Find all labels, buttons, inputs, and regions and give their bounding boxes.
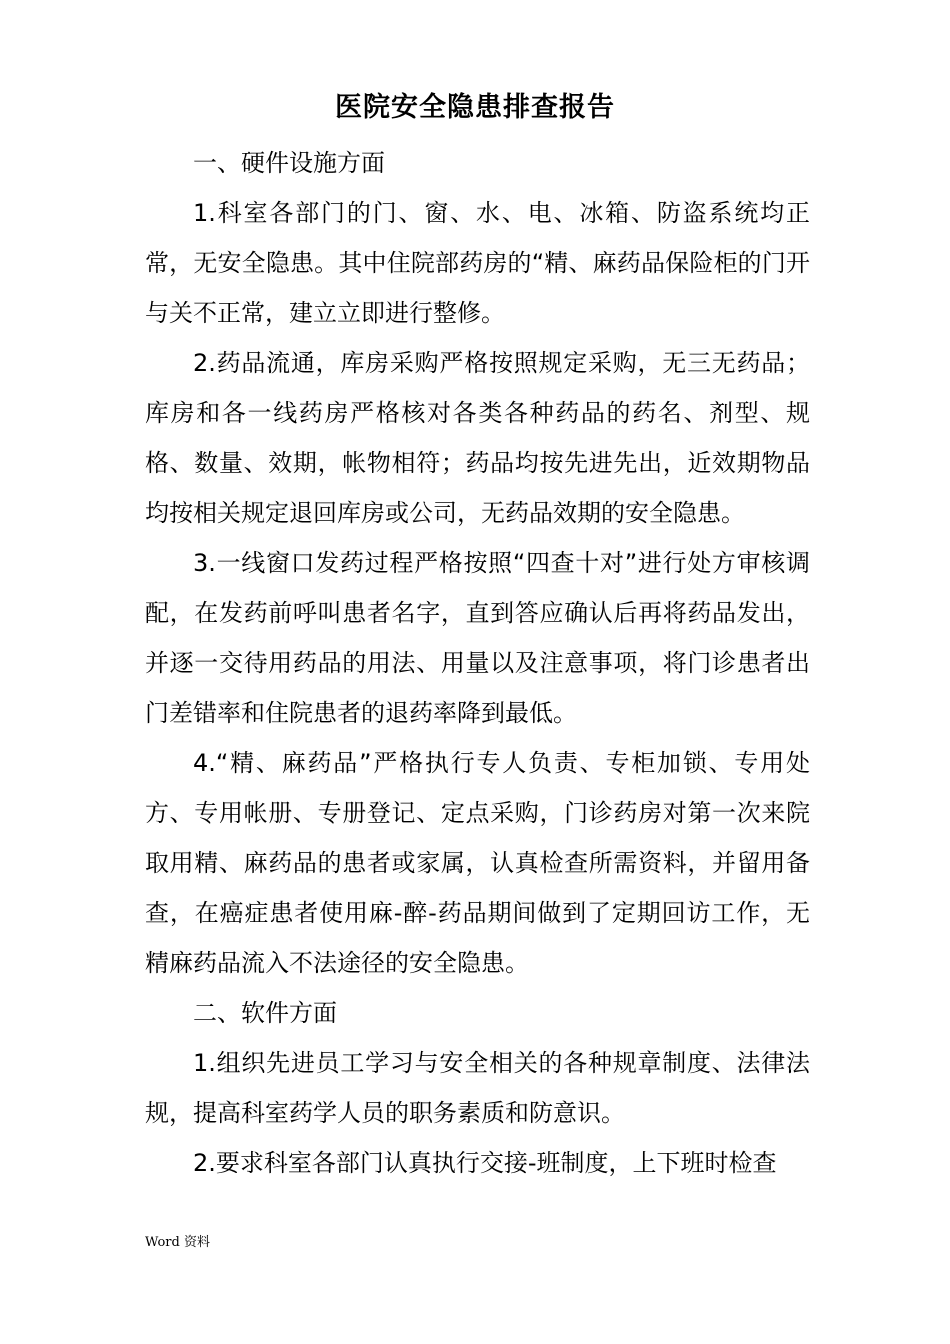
document-title: 医院安全隐患排查报告 bbox=[335, 92, 615, 123]
section-heading-software: 二、软件方面 bbox=[193, 999, 337, 1027]
paragraph-hardware-4: 4.“精、麻药品”严格执行专人负责、专柜加锁、专用处方、专用帐册、专册登记、定点采购，门诊药房对第一次来院取用精、麻药品的患者或家属，认真检查所需资料，并留用备查，在癌症患者使用麻-醉-药品期间做到了定期回访工作，无精麻药品流入不法途径的安全隐患。 bbox=[145, 749, 810, 977]
paragraph-hardware-3: 3.一线窗口发药过程严格按照“四查十对”进行处方审核调配，在发药前呼叫患者名字，直到答应确认后再将药品发出，并逐一交待用药品的用法、用量以及注意事项，将门诊患者出门差错率和住院患者的退药率降到最低。 bbox=[145, 549, 810, 727]
page-footer: Word 资料 bbox=[145, 1235, 210, 1250]
paragraph-hardware-1: 1.科室各部门的门、窗、水、电、冰箱、防盗系统均正常，无安全隐患。其中住院部药房的“精、麻药品保险柜的门开与关不正常，建立立即进行整修。 bbox=[145, 199, 810, 327]
section-heading-hardware: 一、硬件设施方面 bbox=[193, 149, 385, 177]
document-body bbox=[145, 138, 810, 1188]
paragraph-software-1: 1.组织先进员工学习与安全相关的各种规章制度、法律法规，提高科室药学人员的职务素质和防意识。 bbox=[145, 1049, 810, 1127]
paragraph-software-2: 2.要求科室各部门认真执行交接-班制度，上下班时检查 bbox=[193, 1149, 777, 1177]
paragraph-hardware-2: 2.药品流通，库房采购严格按照规定采购，无三无药品；库房和各一线药房严格核对各类各种药品的药名、剂型、规格、数量、效期，帐物相符；药品均按先进先出，近效期物品均按相关规定退回库房或公司，无药品效期的安全隐患。 bbox=[145, 349, 810, 527]
